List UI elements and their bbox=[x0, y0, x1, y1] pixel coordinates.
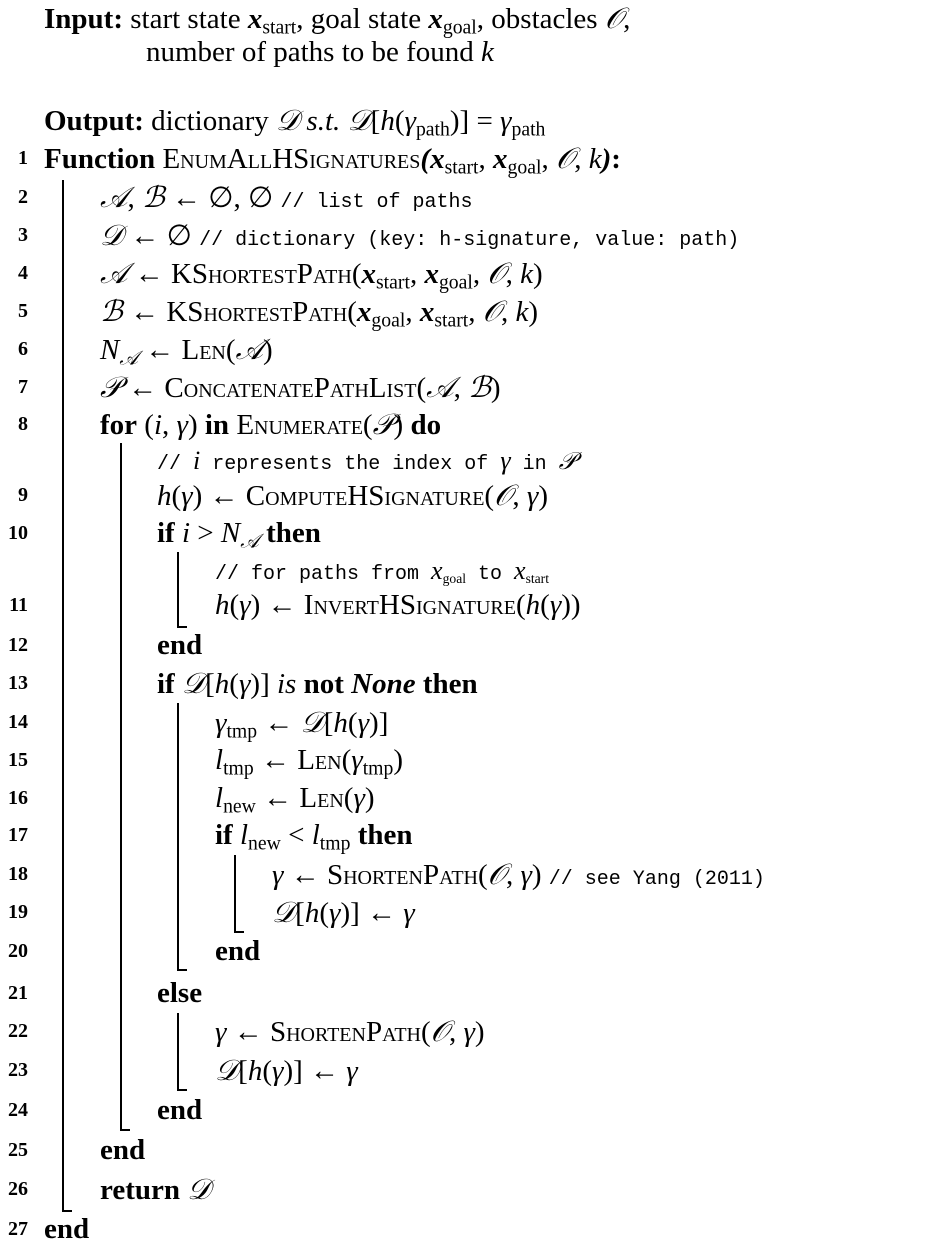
line-number: 19 bbox=[8, 901, 28, 923]
algo-line-12 bbox=[0, 626, 930, 664]
comment: // list of paths bbox=[280, 191, 473, 214]
end-keyword: end bbox=[215, 935, 261, 967]
input-label: Input: bbox=[44, 3, 123, 35]
line-number: 25 bbox=[8, 1139, 28, 1161]
algo-line-1: 1 Function $EnumAllHSignatures(x_{start}$, $x_{goal}$, 𝒪, k): bbox=[0, 139, 930, 177]
line-number: 15 bbox=[8, 749, 28, 771]
else-keyword: else bbox=[157, 977, 203, 1009]
line-number: 12 bbox=[8, 634, 28, 656]
end-keyword: end bbox=[44, 1213, 90, 1245]
line-number: 5 bbox=[18, 300, 28, 322]
line-number: 18 bbox=[8, 863, 28, 885]
line-number: 8 bbox=[18, 413, 28, 435]
algo-line-17: 17 if $l_{new} < l_{tmp}$ then bbox=[0, 816, 930, 854]
algo-comment-line: // i represents the index of γ in 𝒫 bbox=[157, 446, 576, 476]
line-number: 1 bbox=[18, 147, 28, 169]
algo-line-11: 11 h(γ) ← InvertHSignature(h(γ)) bbox=[0, 586, 930, 624]
algo-line-22: 22 γ ← ShortenPath(𝒪, γ) bbox=[0, 1012, 930, 1050]
end-keyword: end bbox=[157, 629, 203, 661]
algo-line-13: 13 if 𝒟[h(γ)] is not None then bbox=[0, 664, 930, 702]
algo-line-15: 15 $l_{tmp}$ ← $Len(\gamma_{tmp})$ bbox=[0, 741, 930, 779]
algo-line-6: 6 $N_𝒜$ ← Len(𝒜) bbox=[0, 330, 930, 368]
algo-line-4: 4 𝒜 ← $KShortestPath(x_{start}$, $x_{goal}$, 𝒪, k) bbox=[0, 254, 930, 292]
algo-line-10: 10 if $i > N_𝒜$ then bbox=[0, 514, 930, 552]
line-number: 9 bbox=[18, 484, 28, 506]
line-number: 14 bbox=[8, 711, 28, 733]
end-keyword: end bbox=[100, 1134, 146, 1166]
end-keyword: end bbox=[157, 1094, 203, 1126]
line-number: 13 bbox=[8, 672, 28, 694]
line-number: 24 bbox=[8, 1099, 28, 1121]
output-line: Output: dictionary 𝒟 s.t. $𝒟[h(\gamma_{path})] = \gamma_{path}$ bbox=[44, 103, 546, 141]
algo-line-25 bbox=[0, 1131, 930, 1169]
input-line-2: number of paths to be found k bbox=[146, 36, 494, 68]
algo-line-26: 26 return 𝒟 bbox=[0, 1170, 930, 1208]
algo-line-9: 9 h(γ) ← ComputeHSignature(𝒪, γ) bbox=[0, 476, 930, 514]
algo-line-3: 3 𝒟 ← ∅ // dictionary (key: h-signature, value: path) bbox=[0, 216, 930, 254]
input-line: Input: start state $x_{start}$, goal state $x_{goal}$, obstacles 𝒪, bbox=[44, 1, 631, 39]
comment: // see Yang (2011) bbox=[548, 868, 765, 891]
line-number: 11 bbox=[9, 594, 28, 616]
line-number: 6 bbox=[18, 338, 28, 360]
line-number: 27 bbox=[8, 1218, 28, 1240]
line-number: 2 bbox=[18, 186, 28, 208]
line-number: 23 bbox=[8, 1059, 28, 1081]
algo-line-14: 14 $\gamma_{tmp}$ ← 𝒟[h(γ)] bbox=[0, 703, 930, 741]
algo-line-16: 16 $l_{new}$ ← Len(γ) bbox=[0, 779, 930, 817]
algo-line-24 bbox=[0, 1091, 930, 1129]
line-number: 22 bbox=[8, 1020, 28, 1042]
line-number: 7 bbox=[18, 376, 28, 398]
algo-line-20 bbox=[0, 932, 930, 970]
algo-line-7: 7 𝒫 ← ConcatenatePathList(𝒜, ℬ) bbox=[0, 368, 930, 406]
line-number: 26 bbox=[8, 1178, 28, 1200]
line-number: 3 bbox=[18, 224, 28, 246]
algo-line-2: 2 𝒜, ℬ ← ∅, ∅ // list of paths bbox=[0, 178, 930, 216]
algo-line-23: 23 𝒟[h(γ)] ← γ bbox=[0, 1051, 930, 1089]
algo-line-19: 19 𝒟[h(γ)] ← γ bbox=[0, 893, 930, 931]
line-number: 20 bbox=[8, 940, 28, 962]
output-label: Output: bbox=[44, 105, 144, 137]
algo-line-5: 5 ℬ ← $KShortestPath(x_{goal}$, $x_{start}$, 𝒪, k) bbox=[0, 292, 930, 330]
algo-line-27 bbox=[0, 1210, 930, 1248]
line-number: 16 bbox=[8, 787, 28, 809]
line-number: 4 bbox=[18, 262, 28, 284]
algo-line-21 bbox=[0, 974, 930, 1012]
algo-comment-line: // for paths from $x_{goal}$ to $x_{start}$ bbox=[215, 556, 549, 586]
algo-line-8: 8 for (i, γ) in Enumerate(𝒫) do bbox=[0, 405, 930, 443]
comment: // dictionary (key: h-signature, value: path) bbox=[199, 229, 740, 252]
algo-line-18: 18 γ ← ShortenPath(𝒪, γ) // see Yang (2011) bbox=[0, 855, 930, 893]
line-number: 21 bbox=[8, 982, 28, 1004]
line-number: 17 bbox=[8, 824, 28, 846]
line-number: 10 bbox=[8, 522, 28, 544]
